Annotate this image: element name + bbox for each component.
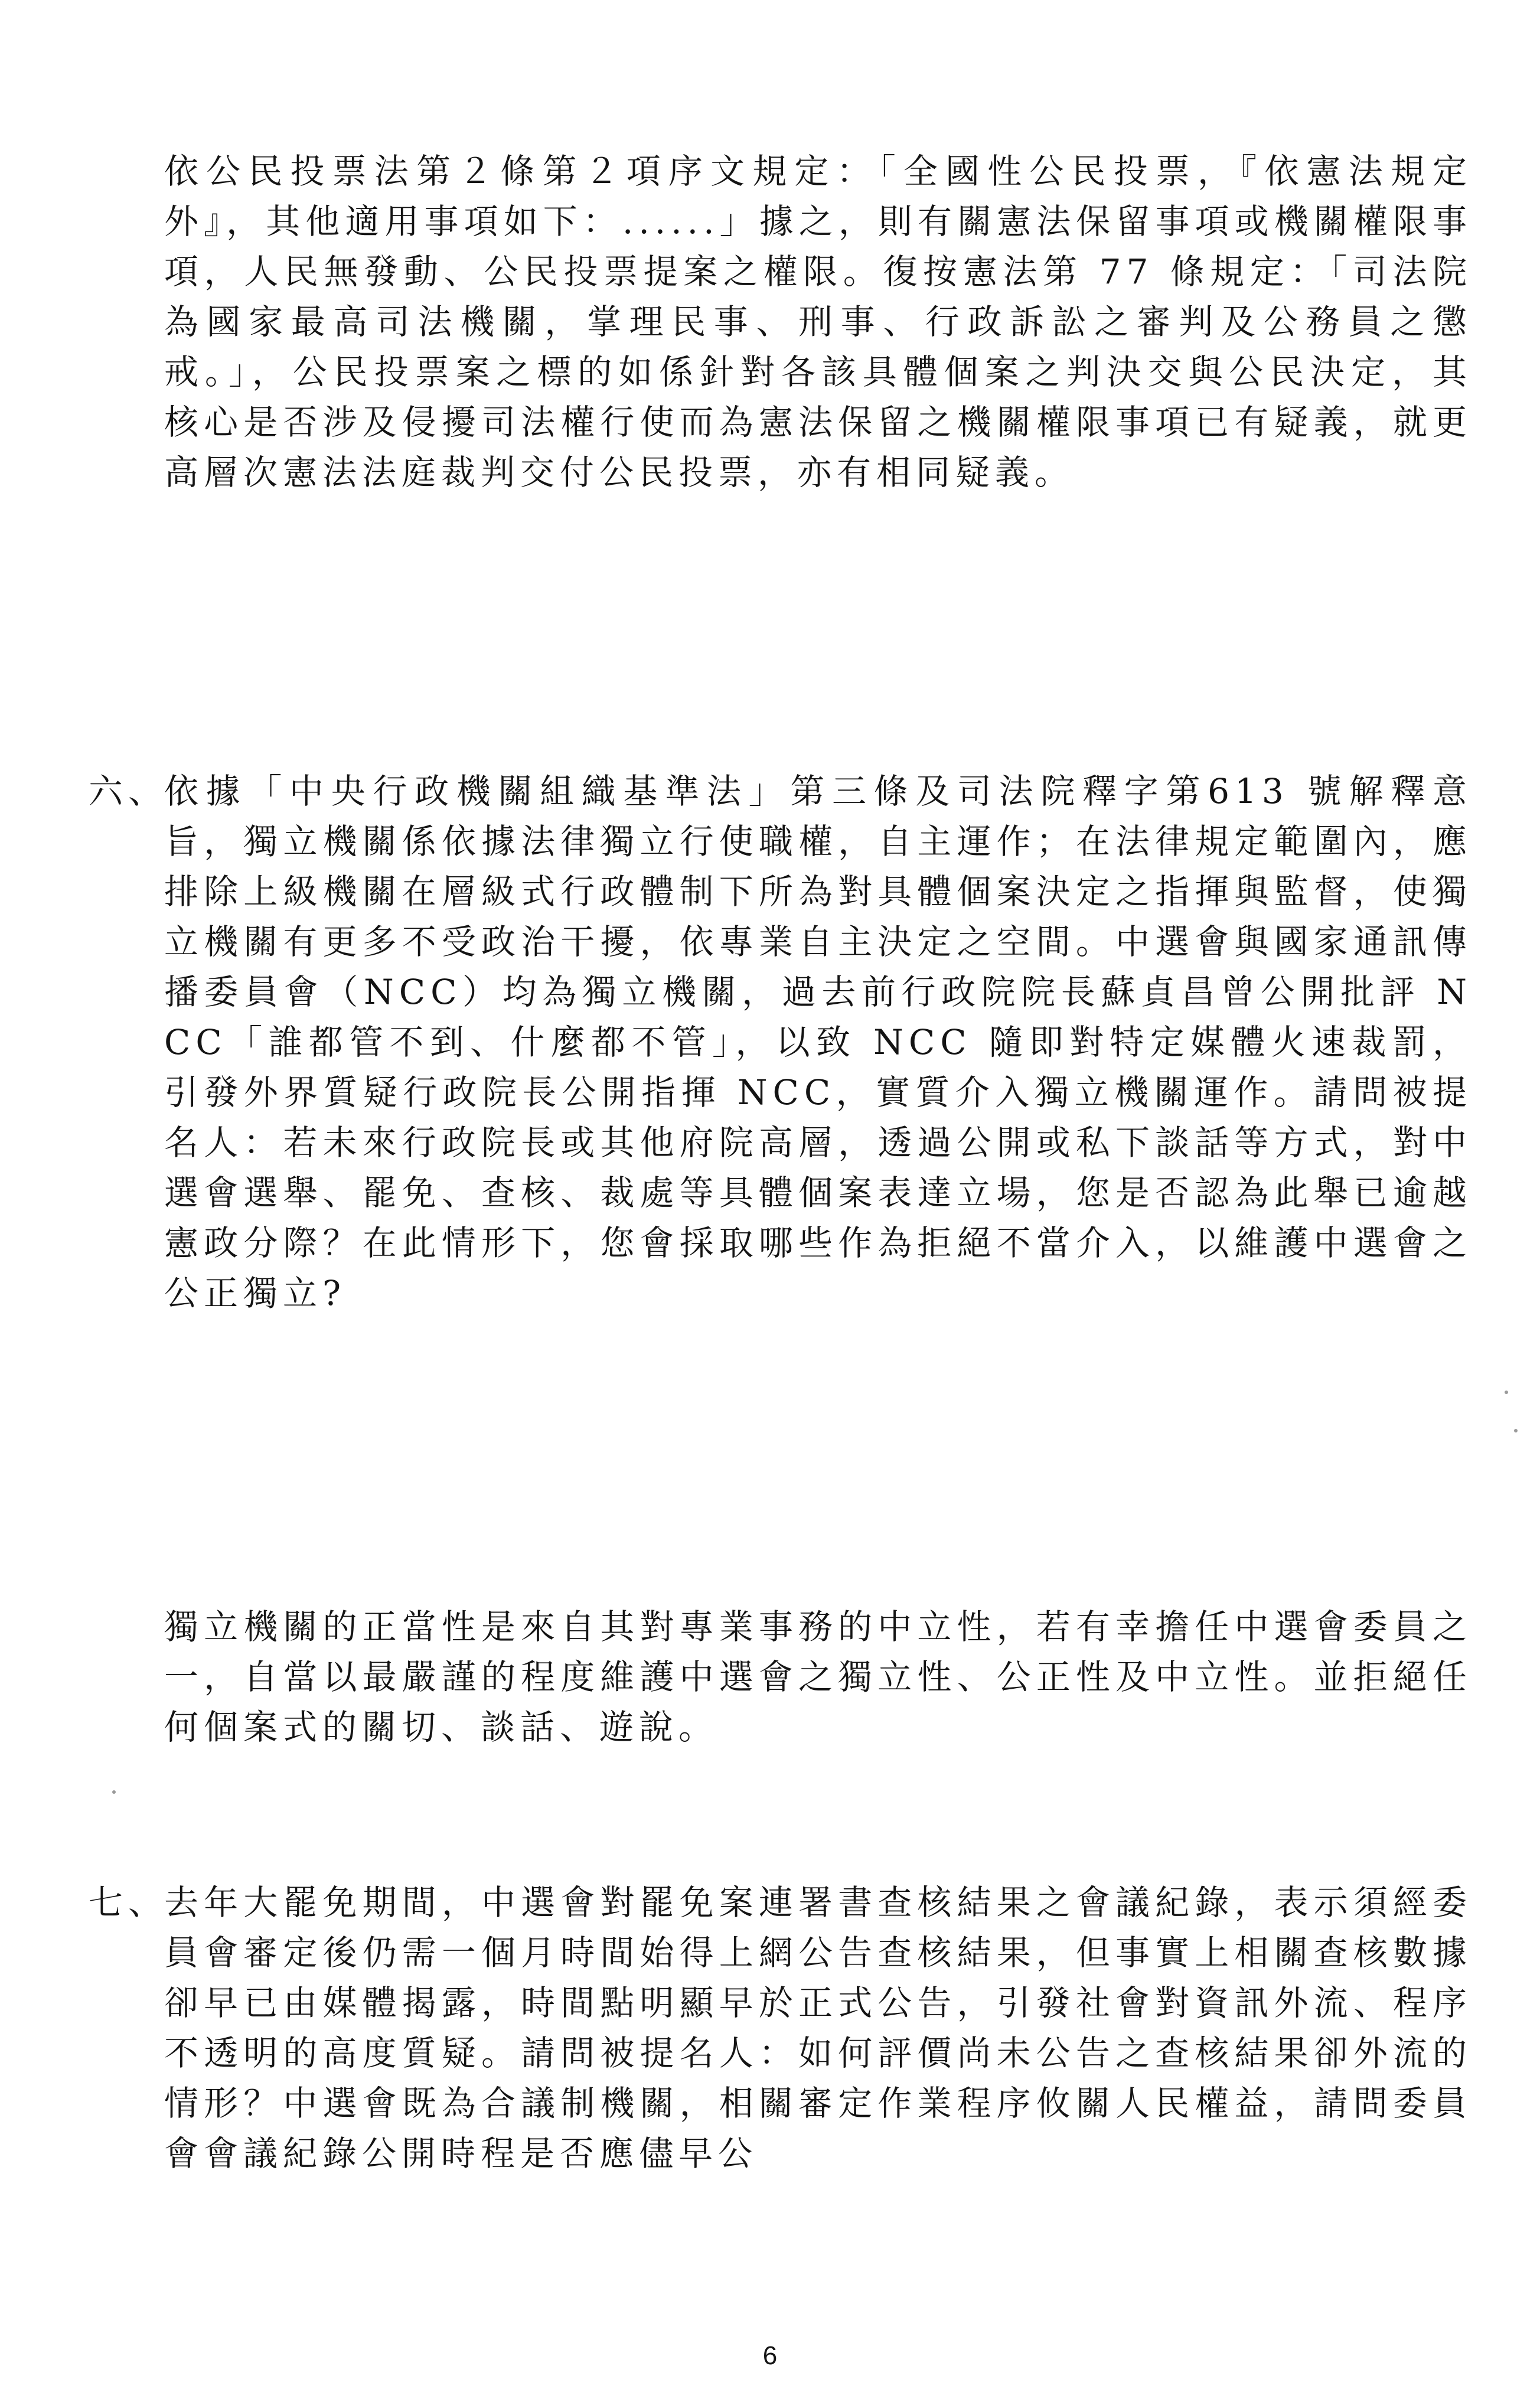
page-number: 6	[762, 2341, 778, 2370]
scan-speck	[1505, 1391, 1508, 1394]
paragraph-item-six-answer: 獨立機關的正當性是來自其對專業事務的中立性，若有幸擔任中選會委員之一，自當以最嚴謹的程度維護中選會之獨立性、公正性及中立性。並拒絕任何個案式的關切、談話、遊說。	[164, 1607, 1472, 1747]
item-marker-six: 六、	[89, 771, 168, 811]
scan-speck	[112, 1790, 116, 1794]
scan-speck	[1514, 1429, 1518, 1432]
item-marker-seven: 七、	[89, 1882, 168, 1923]
paragraph-item-seven-question: 去年大罷免期間，中選會對罷免案連署書查核結果之會議紀錄，表示須經委員會審定後仍需一個月時間始得上網公告查核結果，但事實上相關查核數據卻早已由媒體揭露，時間點明顯早於正式公告，引發社會對資訊外流、程序不透明的高度質疑。請問被提名人：如何評價尚未公告之查核結果卻外流的情形？中選會既為合議制機關，相關審定作業程序攸關人民權益，請問委員會會議紀錄公開時程是否應儘早公	[164, 1882, 1472, 2173]
paragraph-referendum-law: 依公民投票法第２條第２項序文規定：「全國性公民投票，『依憲法規定外』，其他適用事項如下：......」據之，則有關憲法保留事項或機關權限事項，人民無發動、公民投票提案之權限。復按憲法第 77 條規定：「司法院為國家最高司法機關，掌理民事、刑事、行政訴訟之審判及公務員之懲戒。」，公民投票案之標的如係針對各該具體個案之判決交與公民決定，其核心是否涉及侵擾司法權行使而為憲法保留之機關權限事項已有疑義，就更高層次憲法法庭裁判交付公民投票，亦有相同疑義。	[164, 151, 1472, 492]
paragraph-item-six-question: 依據「中央行政機關組織基準法」第三條及司法院釋字第613 號解釋意旨，獨立機關係依據法律獨立行使職權，自主運作；在法律規定範圍內，應排除上級機關在層級式行政體制下所為對具體個案決定之指揮與監督，使獨立機關有更多不受政治干擾，依專業自主決定之空間。中選會與國家通訊傳播委員會（NCC）均為獨立機關，過去前行政院院長蘇貞昌曾公開批評 NCC「誰都管不到、什麼都不管」，以致 NCC 隨即對特定媒體火速裁罰，引發外界質疑行政院長公開指揮 NCC，實質介入獨立機關運作。請問被提名人：若未來行政院長或其他府院高層，透過公開或私下談話等方式，對中選會選舉、罷免、查核、裁處等具體個案表達立場，您是否認為此舉已逾越憲政分際？在此情形下，您會採取哪些作為拒絕不當介入，以維護中選會之公正獨立?	[164, 771, 1472, 1313]
